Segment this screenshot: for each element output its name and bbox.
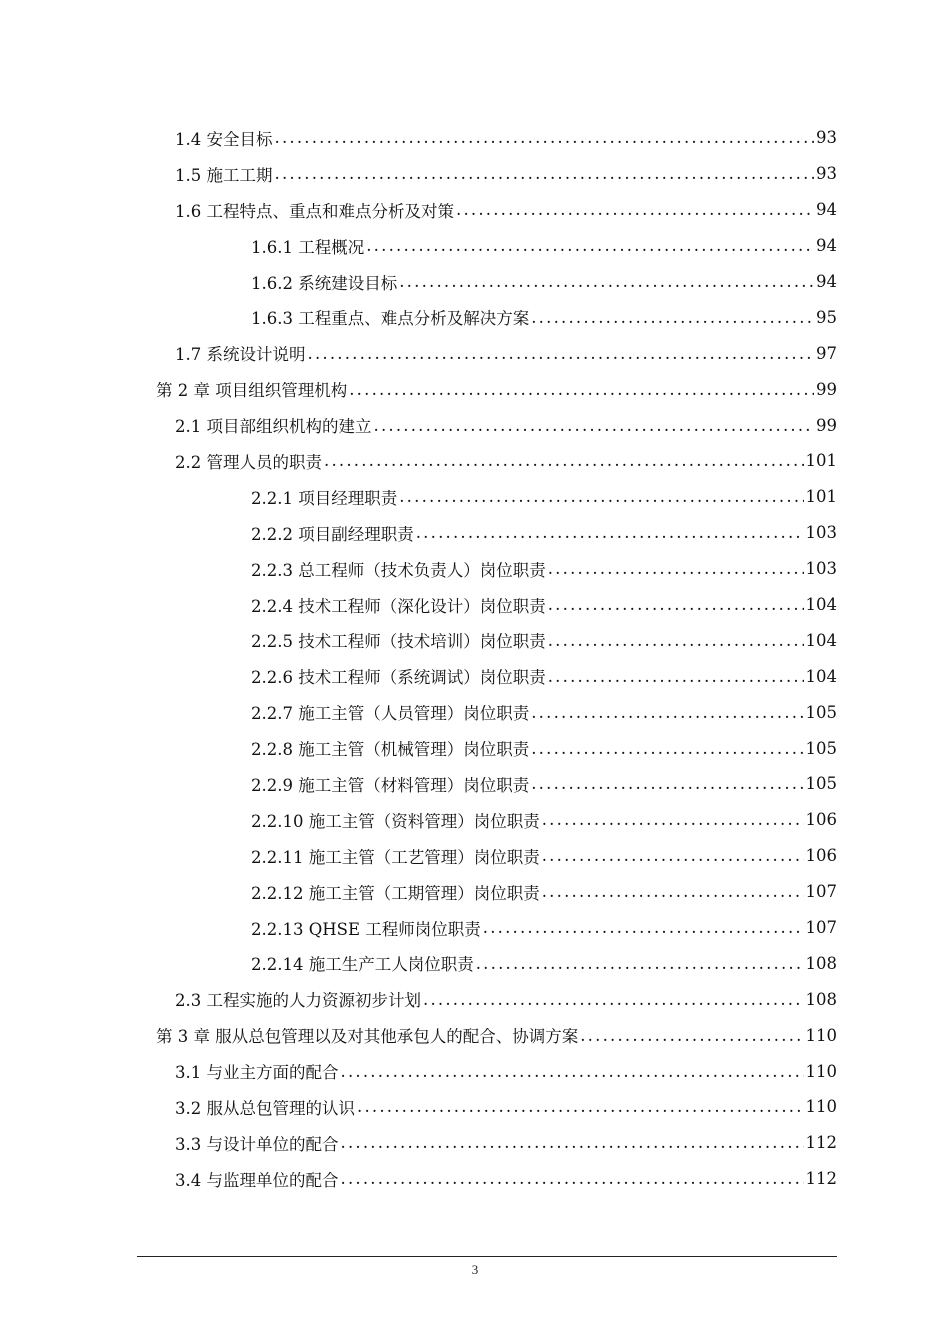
toc-entry[interactable] [0, 694, 950, 730]
toc-entry[interactable] [0, 299, 950, 335]
toc-entry[interactable] [0, 981, 950, 1017]
toc-dot-leader [456, 200, 814, 219]
toc-dot-leader [374, 416, 815, 435]
toc-dot-leader [542, 810, 804, 829]
toc-entry-page: 110 [805, 1097, 837, 1117]
toc-entry-title: 1.5 施工工期 [175, 165, 273, 185]
toc-dot-leader [542, 882, 804, 901]
toc-dot-leader [548, 631, 804, 650]
toc-entry[interactable] [0, 1053, 950, 1089]
toc-entry[interactable] [0, 551, 950, 587]
toc-dot-leader [548, 595, 804, 614]
toc-entry-page: 99 [816, 379, 837, 399]
toc-dot-leader [423, 990, 804, 1009]
toc-dot-leader [341, 1062, 804, 1081]
toc-entry-page: 108 [805, 989, 837, 1009]
toc-entry-title: 2.2.2 项目副经理职责 [251, 524, 414, 544]
toc-entry[interactable] [0, 910, 950, 946]
toc-entry-page: 94 [816, 200, 837, 220]
toc-entry[interactable] [0, 874, 950, 910]
toc-entry[interactable] [0, 120, 950, 156]
toc-entry[interactable] [0, 622, 950, 658]
toc-entry[interactable] [0, 802, 950, 838]
toc-entry-title: 2.2.11 施工主管（工艺管理）岗位职责 [251, 847, 540, 867]
toc-dot-leader [275, 164, 815, 183]
toc-entry[interactable] [0, 1017, 950, 1053]
toc-dot-leader [542, 846, 804, 865]
toc-entry[interactable] [0, 658, 950, 694]
toc-entry-title: 1.6.2 系统建设目标 [251, 273, 398, 293]
toc-dot-leader [580, 1026, 803, 1045]
footer-divider [137, 1256, 837, 1257]
toc-entry-page: 110 [805, 1061, 837, 1081]
toc-dot-leader [483, 918, 804, 937]
toc-entry-title: 1.4 安全目标 [175, 129, 273, 149]
toc-entry[interactable] [0, 587, 950, 623]
toc-entry[interactable] [0, 192, 950, 228]
table-of-contents [0, 120, 950, 1197]
toc-entry-page: 107 [805, 918, 837, 938]
toc-entry[interactable] [0, 228, 950, 264]
toc-entry-page: 107 [805, 882, 837, 902]
toc-entry-title: 3.2 服从总包管理的认识 [175, 1098, 355, 1118]
toc-entry-page: 93 [816, 128, 837, 148]
toc-entry-title: 2.2.3 总工程师（技术负责人）岗位职责 [251, 560, 546, 580]
toc-entry-page: 99 [816, 415, 837, 435]
toc-dot-leader [531, 703, 803, 722]
toc-entry-page: 95 [816, 307, 837, 327]
toc-dot-leader [324, 451, 804, 470]
toc-entry-title: 2.2.4 技术工程师（深化设计）岗位职责 [251, 596, 546, 616]
toc-entry-page: 97 [816, 343, 837, 363]
toc-dot-leader [476, 954, 804, 973]
toc-entry-title: 2.3 工程实施的人力资源初步计划 [175, 991, 421, 1011]
toc-entry[interactable] [0, 335, 950, 371]
toc-dot-leader [308, 344, 815, 363]
toc-entry[interactable] [0, 515, 950, 551]
toc-entry-title: 2.2.7 施工主管（人员管理）岗位职责 [251, 704, 530, 724]
toc-entry-title: 第 3 章 服从总包管理以及对其他承包人的配合、协调方案 [156, 1027, 579, 1047]
toc-entry-title: 2.2.5 技术工程师（技术培训）岗位职责 [251, 632, 546, 652]
toc-entry-page: 101 [805, 451, 837, 471]
toc-entry-page: 108 [805, 953, 837, 973]
toc-dot-leader [416, 523, 804, 542]
toc-entry[interactable] [0, 371, 950, 407]
toc-dot-leader [531, 774, 803, 793]
toc-dot-leader [399, 487, 803, 506]
toc-entry-page: 106 [805, 810, 837, 830]
toc-entry-page: 105 [805, 774, 837, 794]
toc-entry-title: 2.2.14 施工生产工人岗位职责 [251, 955, 474, 975]
toc-entry-title: 2.2.12 施工主管（工期管理）岗位职责 [251, 883, 540, 903]
toc-dot-leader [366, 236, 814, 255]
toc-entry-page: 103 [805, 559, 837, 579]
toc-entry-title: 2.2.13 QHSE 工程师岗位职责 [251, 919, 481, 939]
toc-entry[interactable] [0, 1125, 950, 1161]
toc-entry[interactable] [0, 443, 950, 479]
toc-entry[interactable] [0, 945, 950, 981]
toc-dot-leader [341, 1169, 804, 1188]
toc-entry[interactable] [0, 1089, 950, 1125]
toc-entry-page: 110 [805, 1025, 837, 1045]
toc-entry-page: 105 [805, 702, 837, 722]
toc-entry-title: 第 2 章 项目组织管理机构 [156, 381, 348, 401]
toc-entry-title: 1.6 工程特点、重点和难点分析及对策 [175, 201, 454, 221]
toc-entry-page: 94 [816, 236, 837, 256]
toc-entry[interactable] [0, 838, 950, 874]
toc-entry-title: 1.6.3 工程重点、难点分析及解决方案 [251, 309, 530, 329]
toc-entry-page: 112 [805, 1133, 837, 1153]
toc-entry-title: 2.2.8 施工主管（机械管理）岗位职责 [251, 740, 530, 760]
toc-entry-title: 1.6.1 工程概况 [251, 237, 365, 257]
toc-entry-page: 104 [805, 666, 837, 686]
toc-entry-title: 2.2.1 项目经理职责 [251, 488, 398, 508]
toc-entry[interactable] [0, 156, 950, 192]
toc-dot-leader [341, 1133, 804, 1152]
toc-entry[interactable] [0, 766, 950, 802]
toc-entry-title: 3.1 与业主方面的配合 [175, 1063, 339, 1083]
toc-entry-page: 93 [816, 164, 837, 184]
toc-entry-page: 104 [805, 630, 837, 650]
toc-entry-page: 105 [805, 738, 837, 758]
toc-entry-page: 103 [805, 523, 837, 543]
footer-page-number: 3 [471, 1262, 479, 1277]
toc-entry-title: 3.4 与监理单位的配合 [175, 1170, 339, 1190]
toc-entry[interactable] [0, 264, 950, 300]
toc-entry-title: 1.7 系统设计说明 [175, 345, 306, 365]
toc-dot-leader [349, 380, 814, 399]
toc-dot-leader [531, 308, 814, 327]
toc-entry-page: 94 [816, 272, 837, 291]
toc-entry-title: 3.3 与设计单位的配合 [175, 1134, 339, 1154]
toc-dot-leader [275, 128, 815, 147]
toc-entry-page: 101 [805, 487, 837, 507]
toc-dot-leader [357, 1097, 804, 1116]
toc-entry-page: 112 [805, 1169, 837, 1189]
toc-entry-title: 2.2.10 施工主管（资料管理）岗位职责 [251, 811, 540, 831]
toc-entry[interactable] [0, 1161, 950, 1197]
toc-entry-page: 104 [805, 595, 837, 615]
toc-entry[interactable] [0, 730, 950, 766]
toc-entry-title: 2.2.6 技术工程师（系统调试）岗位职责 [251, 668, 546, 688]
toc-dot-leader [531, 739, 803, 758]
toc-dot-leader [548, 667, 804, 686]
toc-entry-page: 106 [805, 846, 837, 866]
toc-dot-leader [548, 559, 804, 578]
toc-dot-leader [399, 272, 814, 291]
toc-entry-title: 2.2.9 施工主管（材料管理）岗位职责 [251, 775, 530, 795]
toc-entry[interactable] [0, 407, 950, 443]
toc-entry[interactable] [0, 479, 950, 515]
toc-entry-title: 2.2 管理人员的职责 [175, 452, 322, 472]
toc-entry-title: 2.1 项目部组织机构的建立 [175, 417, 372, 437]
